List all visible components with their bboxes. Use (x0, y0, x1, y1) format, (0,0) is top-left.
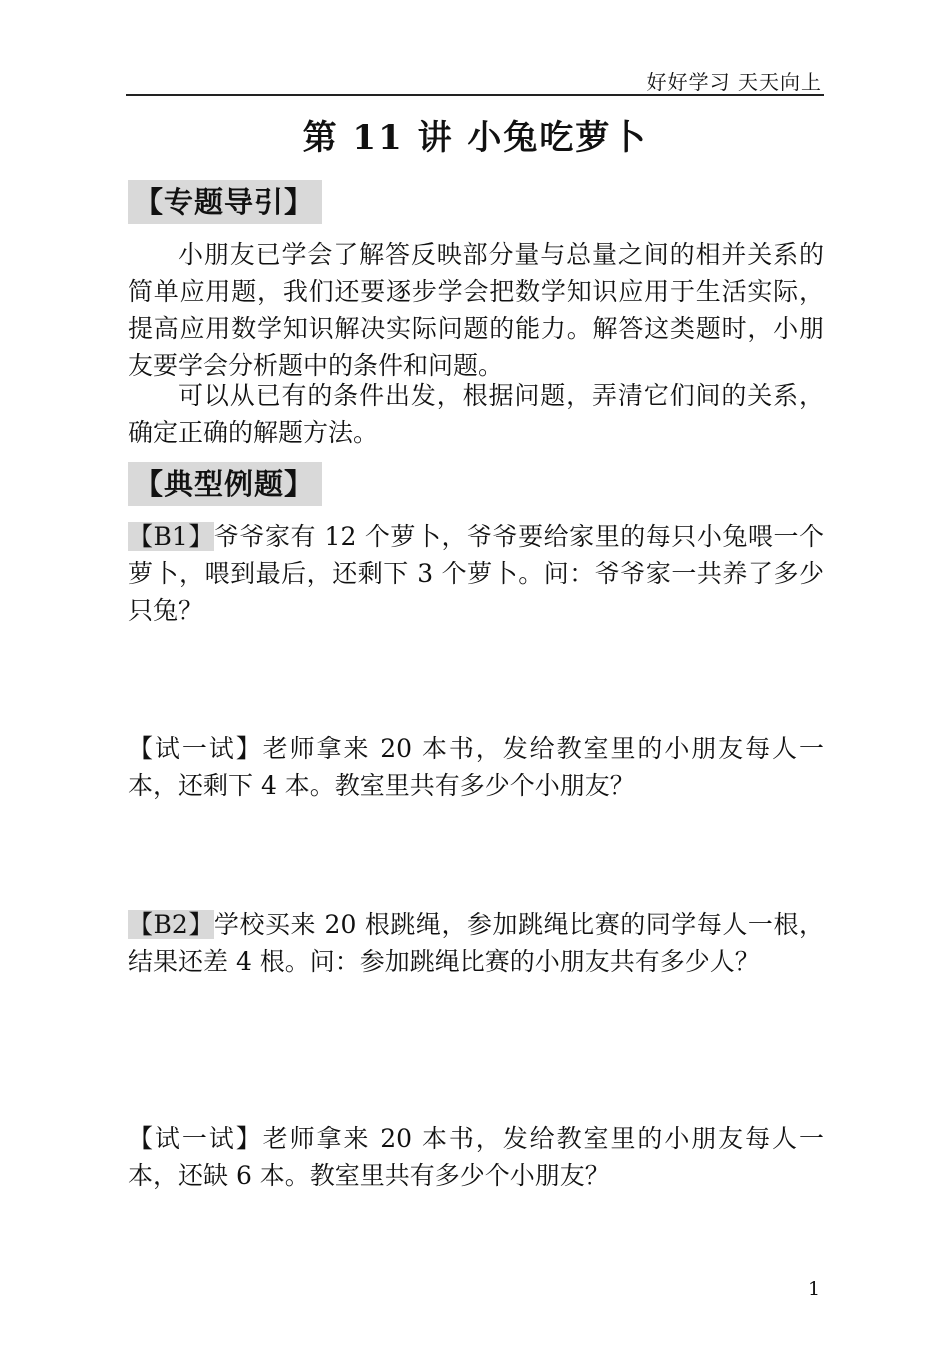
problem-text: 爷爷家有 12 个萝卜，爷爷要给家里的每只小兔喂一个萝卜，喂到最后，还剩下 3 个萝卜。问：爷爷家一共养了多少只兔？ (128, 522, 824, 625)
page-number: 1 (808, 1278, 821, 1300)
problem-try-2 (128, 1120, 824, 1194)
problem-text: 学校买来 20 根跳绳，参加跳绳比赛的同学每人一根，结果还差 4 根。问：参加跳绳比赛的小朋友共有多少人？ (128, 910, 824, 976)
problem-try-1 (128, 730, 824, 804)
page-title: 第 11 讲 小兔吃萝卜 (302, 118, 648, 158)
intro-paragraph-1: 小朋友已学会了解答反映部分量与总量之间的相并关系的简单应用题，我们还要逐步学会把数学知识应用于生活实际，提高应用数学知识解决实际问题的能力。解答这类题时，小朋友要学会分析题中的条件和问题。 (128, 240, 824, 380)
section-heading-intro: 【专题导引】 (128, 180, 322, 224)
problem-tag: 【试一试】 (128, 1124, 263, 1153)
problem-tag: 【B2】 (128, 910, 214, 939)
problem-tag: 【试一试】 (128, 734, 263, 763)
intro-paragraph-2: 可以从已有的条件出发，根据问题，弄清它们间的关系，确定正确的解题方法。 (128, 381, 824, 447)
problem-b2 (128, 906, 824, 980)
header-rule (126, 94, 824, 96)
problem-b1 (128, 518, 824, 629)
section-heading-examples: 【典型例题】 (128, 462, 322, 506)
header-motto: 好好学习 天天向上 (646, 70, 822, 94)
problem-tag: 【B1】 (128, 522, 214, 551)
problem-text: 老师拿来 20 本书，发给教室里的小朋友每人一本，还缺 6 本。教室里共有多少个小朋友？ (128, 1124, 824, 1190)
problem-text: 老师拿来 20 本书，发给教室里的小朋友每人一本，还剩下 4 本。教室里共有多少个小朋友？ (128, 734, 824, 800)
